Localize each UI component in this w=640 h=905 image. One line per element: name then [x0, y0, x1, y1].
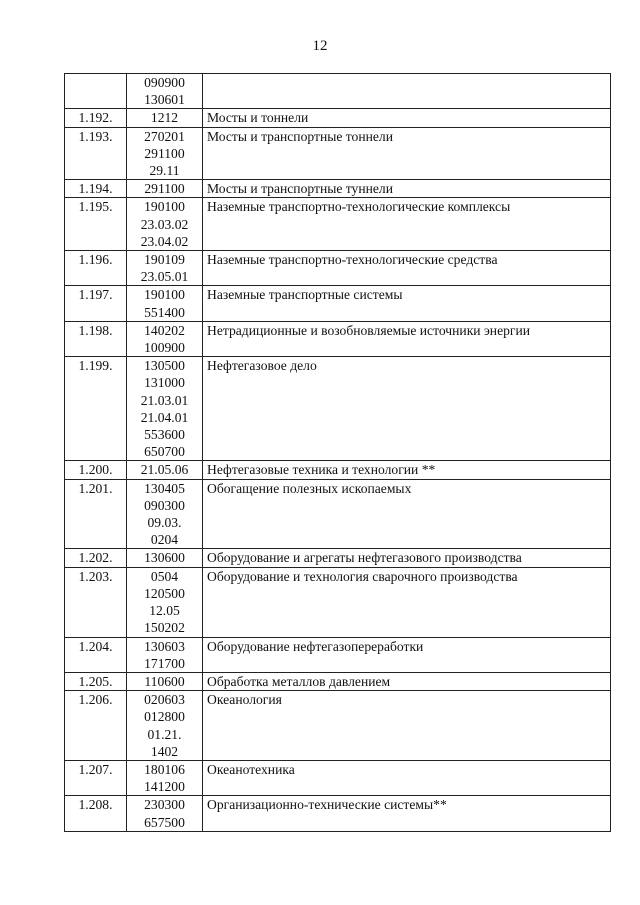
specialty-code: 230300	[144, 797, 185, 813]
row-number: 1.198.	[65, 321, 127, 356]
specialty-name: Мосты и тоннели	[203, 109, 611, 127]
row-number: 1.192.	[65, 109, 127, 127]
specialty-code: 130601	[144, 92, 185, 108]
specialty-code: 150202	[144, 620, 185, 636]
specialties-table	[64, 73, 611, 832]
specialty-code: 130500	[144, 358, 185, 374]
specialty-code: 100900	[144, 340, 185, 356]
table-row	[65, 549, 611, 567]
table-row	[65, 198, 611, 251]
table-row	[65, 691, 611, 761]
row-number: 1.205.	[65, 672, 127, 690]
specialty-name: Океанотехника	[203, 760, 611, 795]
specialty-code: 657500	[144, 814, 185, 830]
specialty-code: 553600	[144, 427, 185, 443]
table-row	[65, 760, 611, 795]
specialty-code: 29.11	[149, 163, 180, 179]
row-codes	[127, 74, 203, 109]
table-row	[65, 180, 611, 198]
row-number: 1.193.	[65, 127, 127, 180]
row-codes	[127, 479, 203, 549]
specialty-code: 141200	[144, 779, 185, 795]
table-row	[65, 286, 611, 321]
row-codes	[127, 251, 203, 286]
row-number: 1.195.	[65, 198, 127, 251]
specialty-name: Обработка металлов давлением	[203, 672, 611, 690]
specialty-name: Оборудование и технология сварочного производства	[203, 567, 611, 637]
specialty-name: Оборудование и агрегаты нефтегазового производства	[203, 549, 611, 567]
specialty-code: 020603	[144, 692, 185, 708]
specialty-code: 23.04.02	[140, 233, 189, 249]
specialty-code: 12.05	[149, 603, 180, 619]
table-row	[65, 637, 611, 672]
row-codes	[127, 357, 203, 461]
specialty-code: 23.05.01	[140, 269, 189, 285]
row-codes	[127, 691, 203, 761]
specialty-code: 291100	[144, 181, 185, 197]
row-number: 1.206.	[65, 691, 127, 761]
specialty-code: 190109	[144, 252, 185, 268]
row-codes	[127, 198, 203, 251]
row-codes	[127, 180, 203, 198]
row-number	[65, 74, 127, 109]
specialty-name: Нетрадиционные и возобновляемые источники энергии	[203, 321, 611, 356]
specialty-name: Оборудование нефтегазопереработки	[203, 637, 611, 672]
specialty-name: Организационно-технические системы**	[203, 796, 611, 831]
row-codes	[127, 672, 203, 690]
specialty-code: 01.21.	[147, 726, 182, 742]
specialty-name	[203, 74, 611, 109]
table-row	[65, 321, 611, 356]
specialty-code: 0504	[150, 568, 179, 584]
specialty-code: 23.03.02	[140, 216, 189, 232]
specialty-name: Обогащение полезных ископаемых	[203, 479, 611, 549]
table-row	[65, 567, 611, 637]
row-number: 1.197.	[65, 286, 127, 321]
row-codes	[127, 461, 203, 479]
table-row	[65, 127, 611, 180]
specialty-code: 012800	[144, 709, 185, 725]
row-number: 1.202.	[65, 549, 127, 567]
row-codes	[127, 127, 203, 180]
specialty-code: 190100	[144, 199, 185, 215]
specialty-name: Нефтегазовые техника и технологии **	[203, 461, 611, 479]
specialty-code: 131000	[144, 375, 185, 391]
row-number: 1.196.	[65, 251, 127, 286]
row-codes	[127, 321, 203, 356]
row-number: 1.207.	[65, 760, 127, 795]
specialty-code: 180106	[144, 761, 185, 777]
specialty-code: 110600	[144, 673, 185, 689]
specialty-name: Нефтегазовое дело	[203, 357, 611, 461]
table-row	[65, 109, 611, 127]
specialty-code: 551400	[144, 304, 185, 320]
specialty-code: 130603	[144, 638, 185, 654]
specialty-name: Наземные транспортные системы	[203, 286, 611, 321]
specialty-code: 21.03.01	[140, 392, 189, 408]
specialty-name: Мосты и транспортные тоннели	[203, 127, 611, 180]
row-codes	[127, 567, 203, 637]
row-number: 1.194.	[65, 180, 127, 198]
row-codes	[127, 286, 203, 321]
specialty-code: 140202	[144, 322, 185, 338]
row-codes	[127, 549, 203, 567]
specialty-code: 130600	[144, 550, 185, 566]
row-codes	[127, 637, 203, 672]
specialty-name: Наземные транспортно-технологические средства	[203, 251, 611, 286]
specialty-code: 1212	[150, 110, 179, 126]
row-number: 1.208.	[65, 796, 127, 831]
row-number: 1.203.	[65, 567, 127, 637]
specialty-code: 291100	[144, 145, 185, 161]
row-number: 1.199.	[65, 357, 127, 461]
specialty-name: Наземные транспортно-технологические комплексы	[203, 198, 611, 251]
specialty-code: 0204	[150, 532, 179, 548]
specialty-name: Океанология	[203, 691, 611, 761]
table-row	[65, 251, 611, 286]
specialty-code: 1402	[150, 743, 179, 759]
page-number: 12	[312, 38, 328, 54]
specialty-code: 171700	[144, 655, 185, 671]
specialty-code: 09.03.	[147, 515, 182, 531]
specialty-code: 21.05.06	[140, 462, 189, 478]
table-body	[65, 74, 611, 832]
specialty-code: 120500	[144, 585, 185, 601]
specialty-code: 130405	[144, 480, 185, 496]
table-row	[65, 461, 611, 479]
specialty-code: 190100	[144, 287, 185, 303]
row-codes	[127, 796, 203, 831]
specialty-code: 21.04.01	[140, 409, 189, 425]
row-codes	[127, 109, 203, 127]
table-row	[65, 74, 611, 109]
table-row	[65, 672, 611, 690]
specialty-code: 650700	[144, 444, 185, 460]
row-codes	[127, 760, 203, 795]
table-row	[65, 357, 611, 461]
row-number: 1.201.	[65, 479, 127, 549]
row-number: 1.200.	[65, 461, 127, 479]
specialty-code: 270201	[144, 128, 185, 144]
specialty-name: Мосты и транспортные туннели	[203, 180, 611, 198]
row-number: 1.204.	[65, 637, 127, 672]
table-row	[65, 479, 611, 549]
specialty-code: 090300	[144, 497, 185, 513]
specialty-code: 090900	[144, 75, 185, 90]
table-row	[65, 796, 611, 831]
